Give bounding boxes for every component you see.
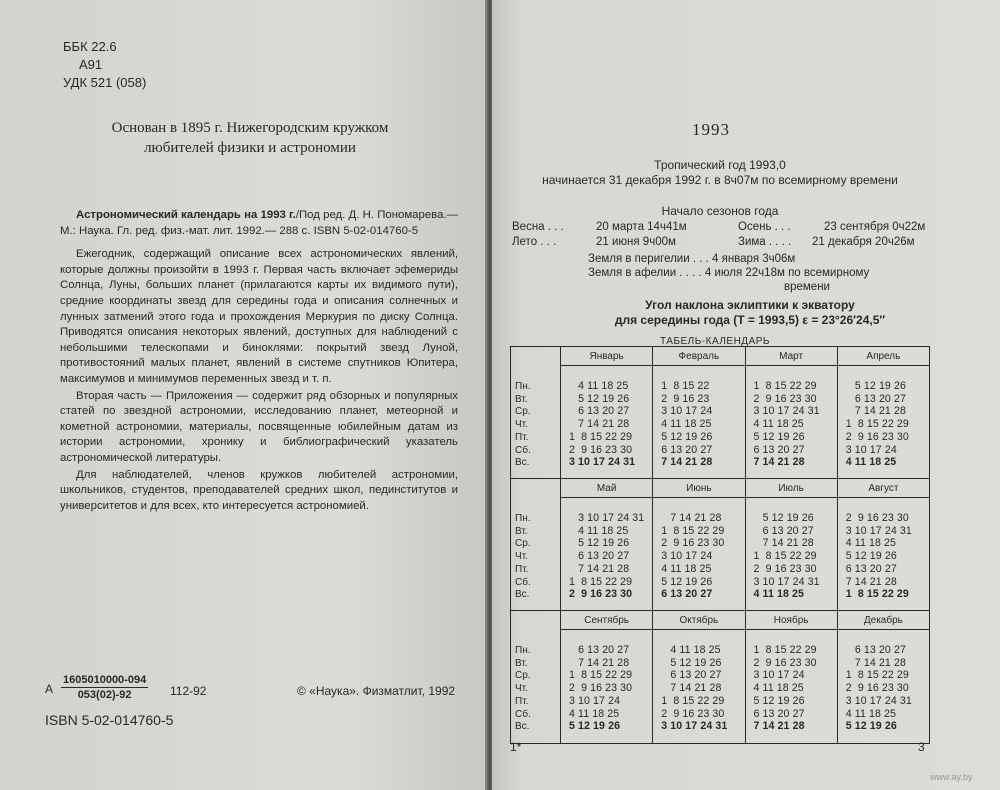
weekday-label: Сб. xyxy=(515,444,531,456)
month-name: Август xyxy=(838,479,929,498)
weekday-column xyxy=(511,611,561,743)
week-row: 2 9 16 23 30 xyxy=(569,588,633,601)
weekday-label: Вс. xyxy=(515,721,530,733)
month-name: Июнь xyxy=(653,479,744,498)
weekday-label: Сб. xyxy=(515,708,531,720)
bibliographic-details: /Под ред. Д. Н. Пономарева.— М.: Наука. Гл. ред. физ.-мат. лит. 1992.— 288 с. ISBN 5-02-014760-5 xyxy=(60,209,458,237)
week-row: 2 9 16 23 30 xyxy=(753,392,817,405)
week-row: 4 11 18 25 xyxy=(753,682,804,695)
week-row: 7 14 21 28 xyxy=(661,512,722,524)
week-row: 5 12 19 26 xyxy=(845,550,897,563)
week-row: 6 13 20 27 xyxy=(845,392,906,405)
month-name: Май xyxy=(561,479,652,498)
week-row: 4 11 18 25 xyxy=(845,456,897,469)
isbn: ISBN 5-02-014760-5 xyxy=(45,712,174,728)
weekday-label: Вт. xyxy=(515,393,528,405)
week-row: 3 10 17 24 xyxy=(661,550,713,563)
week-row: 1 8 15 22 29 xyxy=(753,644,817,656)
weekday-label: Пн. xyxy=(515,513,531,524)
week-row: 6 13 20 27 xyxy=(661,443,713,456)
week-row: 1 8 15 22 29 xyxy=(661,524,725,537)
week-row: 7 14 21 28 xyxy=(569,562,630,575)
month-days xyxy=(653,366,744,469)
week-row: 2 9 16 23 30 xyxy=(661,707,725,720)
season-date: 20 марта 14ч41м xyxy=(596,221,687,233)
weekday-label: Пт. xyxy=(515,563,529,575)
page-number: 3 xyxy=(918,740,925,754)
week-row: 4 11 18 25 xyxy=(661,644,721,656)
week-row: 3 10 17 24 31 xyxy=(845,524,912,537)
month-name: Сентябрь xyxy=(561,611,652,630)
imprint-fraction xyxy=(61,674,148,701)
week-row: 4 11 18 25 xyxy=(661,562,712,575)
month-name: Декабрь xyxy=(838,611,929,630)
calendar-title: ТАБЕЛЬ-КАЛЕНДАРЬ xyxy=(660,336,770,347)
week-row: 4 11 18 25 xyxy=(569,524,629,537)
week-row: 1 8 15 22 29 xyxy=(753,380,817,392)
month-days xyxy=(838,366,929,469)
publisher-copyright: © «Наука». Физматлит, 1992 xyxy=(297,684,456,698)
month-name: Февраль xyxy=(653,347,744,366)
calendar-quarter-row xyxy=(511,479,929,611)
month-name: Июль xyxy=(746,479,837,498)
week-row: 3 10 17 24 xyxy=(569,694,621,707)
weekday-label: Пт. xyxy=(515,431,529,443)
week-row: 3 10 17 24 xyxy=(753,669,805,682)
weekday-label: Чт. xyxy=(515,419,528,431)
weekday-label: Сб. xyxy=(515,576,531,588)
week-row: 7 14 21 28 xyxy=(753,537,814,550)
imprint-code: 112-92 xyxy=(170,684,207,698)
week-row: 7 14 21 28 xyxy=(753,720,805,733)
week-row: 4 11 18 25 xyxy=(845,707,897,720)
season-date: 21 декабря 20ч26м xyxy=(812,236,915,248)
perihelion: Земля в перигелии . . . 4 января 3ч06м xyxy=(588,253,796,265)
month-days xyxy=(746,630,837,733)
week-row: 5 12 19 26 xyxy=(753,512,814,524)
weekday-label: Вт. xyxy=(515,657,528,669)
week-row: 2 9 16 23 30 xyxy=(845,682,909,695)
week-row: 3 10 17 24 xyxy=(845,443,897,456)
month-name: Апрель xyxy=(838,347,929,366)
weekday-label: Чт. xyxy=(515,551,528,563)
week-row: 6 13 20 27 xyxy=(753,443,805,456)
month-name: Ноябрь xyxy=(746,611,837,630)
month-column xyxy=(746,347,838,478)
watermark: www.ay.by xyxy=(930,772,973,782)
week-row: 2 9 16 23 xyxy=(661,392,710,405)
month-name: Октябрь xyxy=(653,611,744,630)
week-row: 5 12 19 26 xyxy=(753,430,805,443)
week-row: 1 8 15 22 xyxy=(661,380,710,392)
month-column xyxy=(561,611,653,743)
week-row: 1 8 15 22 29 xyxy=(569,430,633,443)
week-row: 7 14 21 28 xyxy=(569,656,630,669)
season-name: Зима . . . . xyxy=(738,236,792,248)
week-row: 2 9 16 23 30 xyxy=(753,656,817,669)
weekday-label: Пн. xyxy=(515,645,531,656)
week-row: 4 11 18 25 xyxy=(753,418,804,431)
week-row: 4 11 18 25 xyxy=(753,588,804,601)
seasons-title: Начало сезонов года xyxy=(661,204,779,218)
month-column xyxy=(746,611,838,743)
week-row: 1 8 15 22 29 xyxy=(753,550,817,563)
description-paragraph-1: Ежегодник, содержащий описание всех астрономических явлений, которые должны произойти в 1993 г. Первая часть включает эфемериды Солнца, Луны, больших планет (прилагаются карты их видимого пути), средние координаты звезд для середины года и описания солнечных и лунных затмений этого года и прохождения Меркурия по диску Солнца. Приводятся описания некоторых явлений, доступных для наблюдений с небольшими телескопами и биноклями: покрытий звезд Луной, противостояний малых планет, явлений в системе спутников Юпитера, максимумов и минимумов переменных звезд и т. п. xyxy=(60,248,458,385)
weekday-label: Ср. xyxy=(515,538,531,550)
week-row: 3 10 17 24 31 xyxy=(753,575,820,588)
tropical-line-2: начинается 31 декабря 1992 г. в 8ч07м по всемирному времени xyxy=(542,173,898,187)
month-column xyxy=(653,479,745,610)
udk-code: УДК 521 (058) xyxy=(63,75,147,90)
week-row: 2 9 16 23 30 xyxy=(845,430,909,443)
month-column xyxy=(653,611,745,743)
season-name: Весна . . . xyxy=(512,221,564,233)
week-row: 3 10 17 24 31 xyxy=(569,512,645,524)
week-row: 4 11 18 25 xyxy=(661,418,712,431)
week-row: 5 12 19 26 xyxy=(661,430,713,443)
week-row: 4 11 18 25 xyxy=(569,707,620,720)
week-row: 2 9 16 23 30 xyxy=(569,682,633,695)
week-row: 1 8 15 22 29 xyxy=(845,418,909,431)
aphelion-continuation: времени xyxy=(784,281,830,293)
season-date: 21 июня 9ч00м xyxy=(596,236,676,248)
week-row: 5 12 19 26 xyxy=(569,392,630,405)
month-days xyxy=(838,498,929,601)
classification-codes xyxy=(63,38,146,92)
tilt-line-2: для середины года (T = 1993,5) ε = 23°26′24,5″ xyxy=(614,313,886,327)
week-row: 7 14 21 28 xyxy=(661,682,722,695)
week-row: 6 13 20 27 xyxy=(661,669,722,682)
week-row: 6 13 20 27 xyxy=(661,588,713,601)
month-days xyxy=(746,366,837,469)
month-days xyxy=(561,366,652,469)
bbk-code: ББК 22.6 xyxy=(63,39,117,54)
month-days xyxy=(561,630,652,733)
month-days xyxy=(653,630,744,733)
earth-orbit-points xyxy=(588,252,869,294)
book-description xyxy=(60,208,458,515)
month-days xyxy=(561,498,652,601)
tropical-year xyxy=(520,158,920,188)
founded-line-2: любителей физики и астрономии xyxy=(144,140,356,156)
month-column xyxy=(561,347,653,478)
month-name: Март xyxy=(746,347,837,366)
calendar-quarter-row xyxy=(511,611,929,743)
description-paragraph-3: Для наблюдателей, членов кружков любителей астрономии, школьников, студентов, преподавателей средних школ, пединститутов и университетов и для всех, кто интересуется астрономией. xyxy=(60,468,458,512)
week-row: 6 13 20 27 xyxy=(569,644,630,656)
week-row: 4 11 18 25 xyxy=(845,537,897,550)
year-heading: 1993 xyxy=(692,120,730,139)
season-date: 23 сентября 0ч22м xyxy=(824,221,926,233)
month-name: Январь xyxy=(561,347,652,366)
weekday-column xyxy=(511,479,561,610)
calendar-quarter-row xyxy=(511,347,929,479)
month-days xyxy=(653,498,744,601)
week-row: 7 14 21 28 xyxy=(569,418,630,431)
week-row: 7 14 21 28 xyxy=(661,456,713,469)
signature-mark: 1* xyxy=(510,740,522,754)
week-row: 4 11 18 25 xyxy=(569,380,629,392)
month-column xyxy=(746,479,838,610)
month-days xyxy=(838,630,929,733)
week-row: 3 10 17 24 31 xyxy=(569,456,636,469)
week-row: 7 14 21 28 xyxy=(845,575,897,588)
week-row: 5 12 19 26 xyxy=(569,537,630,550)
week-row: 6 13 20 27 xyxy=(569,405,630,418)
week-row: 2 9 16 23 30 xyxy=(569,443,633,456)
weekday-label: Пн. xyxy=(515,381,531,392)
week-row: 3 10 17 24 31 xyxy=(753,405,820,418)
month-days xyxy=(746,498,837,601)
imprint-denominator: 053(02)-92 xyxy=(77,689,132,701)
week-row: 2 9 16 23 30 xyxy=(845,512,909,524)
month-column xyxy=(561,479,653,610)
week-row: 6 13 20 27 xyxy=(569,550,630,563)
weekday-label: Пт. xyxy=(515,695,529,707)
bibliographic-entry xyxy=(60,208,458,239)
aphelion: Земля в афелии . . . . 4 июля 22ч18м по всемирному xyxy=(588,267,870,279)
week-row: 6 13 20 27 xyxy=(845,644,906,656)
weekday-label: Вс. xyxy=(515,457,530,469)
month-column xyxy=(838,347,929,478)
week-row: 7 14 21 28 xyxy=(753,456,805,469)
week-row: 6 13 20 27 xyxy=(753,707,805,720)
description-paragraph-2: Вторая часть — Приложения — содержит ряд обзорных и популярных статей по звездной астрономии, исследованию планет, метеорной и кометной астрономии, материалы, посвященные юбилейным датам из истории астрономии, хронику и библиографический указатель астрономической литературы. xyxy=(60,389,458,464)
imprint-letter: А xyxy=(45,682,54,696)
week-row: 6 13 20 27 xyxy=(845,562,897,575)
calendar-table xyxy=(510,346,930,744)
week-row: 1 8 15 22 29 xyxy=(845,588,909,601)
week-row: 5 12 19 26 xyxy=(569,720,621,733)
ecliptic-tilt xyxy=(540,298,960,328)
week-row: 5 12 19 26 xyxy=(845,380,906,392)
season-name: Лето . . . xyxy=(512,236,557,248)
week-row: 1 8 15 22 29 xyxy=(845,669,909,682)
week-row: 5 12 19 26 xyxy=(845,720,897,733)
weekday-label: Чт. xyxy=(515,683,528,695)
book-title: Астрономический календарь на 1993 г. xyxy=(76,209,296,221)
week-row: 5 12 19 26 xyxy=(753,694,805,707)
week-row: 7 14 21 28 xyxy=(845,405,906,418)
week-row: 6 13 20 27 xyxy=(753,524,814,537)
week-row: 3 10 17 24 xyxy=(661,405,713,418)
author-mark: А91 xyxy=(79,57,103,72)
month-column xyxy=(838,479,929,610)
week-row: 1 8 15 22 29 xyxy=(661,694,725,707)
founded-line-1: Основан в 1895 г. Нижегородским кружком xyxy=(111,120,389,136)
weekday-column xyxy=(511,347,561,478)
weekday-label: Вс. xyxy=(515,589,530,601)
season-name: Осень . . . xyxy=(738,221,791,233)
week-row: 7 14 21 28 xyxy=(845,656,906,669)
week-row: 5 12 19 26 xyxy=(661,656,722,669)
founded-note xyxy=(60,118,440,158)
week-row: 1 8 15 22 29 xyxy=(569,575,633,588)
week-row: 2 9 16 23 30 xyxy=(661,537,725,550)
tilt-line-1: Угол наклона эклиптики к экватору xyxy=(645,298,855,312)
week-row: 3 10 17 24 31 xyxy=(661,720,728,733)
week-row: 3 10 17 24 31 xyxy=(845,694,912,707)
month-column xyxy=(838,611,929,743)
month-column xyxy=(653,347,745,478)
week-row: 5 12 19 26 xyxy=(661,575,713,588)
weekday-label: Ср. xyxy=(515,670,531,682)
tropical-line-1: Тропический год 1993,0 xyxy=(654,158,786,172)
imprint-numerator: 1605010000-094 xyxy=(63,674,147,686)
week-row: 1 8 15 22 29 xyxy=(569,669,633,682)
weekday-label: Вт. xyxy=(515,525,528,537)
weekday-label: Ср. xyxy=(515,406,531,418)
week-row: 2 9 16 23 30 xyxy=(753,562,817,575)
